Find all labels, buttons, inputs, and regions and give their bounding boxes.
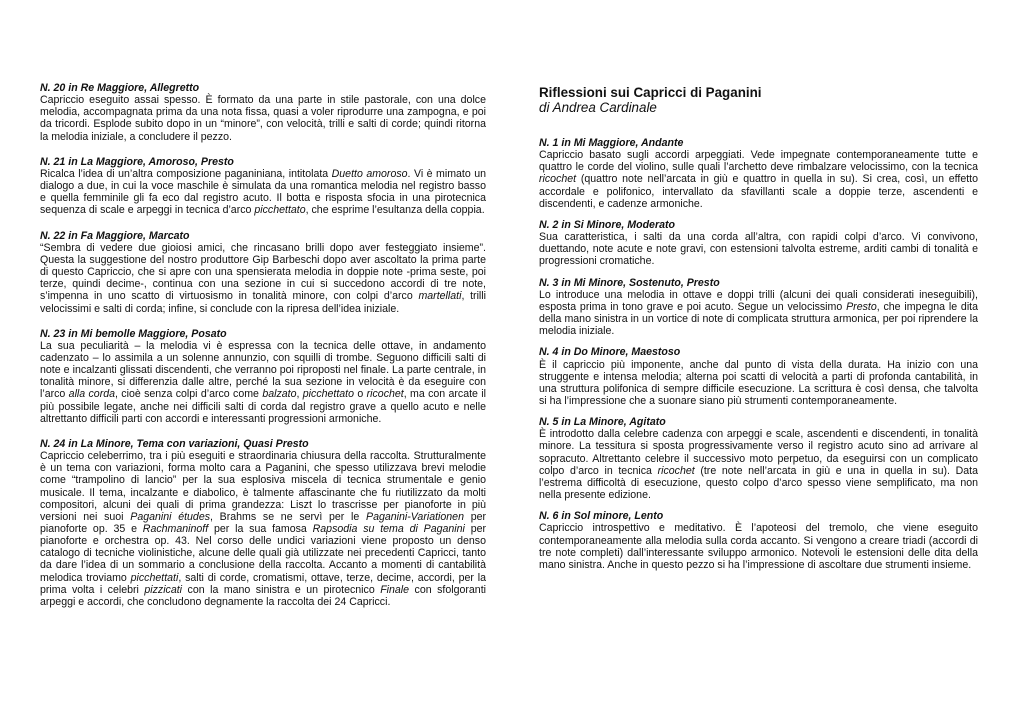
section-text: “Sembra di vedere due gioiosi amici, che rincasano brilli dopo aver festeggiato insieme”. Questa la suggestione del nostro produttore Gip Barbeschi dopo aver ascoltato la prima parte di questo Capriccio, che si apre con una spensierata melodia in doppie note -prima seste, poi terze, quindi decime-, continua con una sezione in cui si succedono accordi di tre note, s’impenna in uno scatto di virtuosismo in tonalità minore, con colpi d’arco martellati, trilli velocissimi e salti di corda; infine, si conclude con la ripresa dell’idea iniziale.	[40, 241, 486, 315]
section-text: Lo introduce una melodia in ottave e doppi trilli (alcuni dei quali considerati ineseguibili), esposta prima in tono grave e poi acuto. Segue un velocissimo Presto, che impegna le dita della mano sinistra in un vortice di note di complicata struttura armonica, per poi riprendere la melodia iniziale.	[539, 288, 979, 338]
left-column	[40, 82, 486, 621]
section-capriccio-4	[539, 346, 978, 407]
section-heading: N. 20 in Re Maggiore, Allegretto	[40, 82, 200, 94]
section-heading: N. 22 in Fa Maggiore, Marcato	[40, 229, 190, 242]
section-text: Capriccio eseguito assai spesso. È formato da una parte in stile pastorale, con una dolce melodia, accompagnata prima da una nota fissa, quasi a voler riprodurre una zampogna, e poi da tricordi. Esplode subito dopo in un “minore”, con velocità, trilli e salti di corde; quindi ritorna la melodia iniziale, a concludere il pezzo.	[40, 94, 486, 143]
section-text: Capriccio basato sugli accordi arpeggiati. Vede impegnate contemporaneamente tutte e quattro le corde del violino, sulle quali l’archetto deve rimbalzare velocissimo, con la tecnica ricochet (quattro note nell’arcata in giù e quattro in quella in su). Si crea, così, un effetto accordale e polifonico, intervallato da sfavillanti scale a doppie terze, ascendenti e discendenti, e cadenze armoniche.	[539, 149, 978, 210]
section-capriccio-21	[40, 156, 486, 217]
section-heading: N. 24 in La Minore, Tema con variazioni, Quasi Presto	[40, 437, 309, 450]
section-capriccio-23	[40, 328, 486, 425]
section-heading: N. 21 in La Maggiore, Amoroso, Presto	[40, 155, 234, 168]
section-capriccio-22	[40, 230, 486, 315]
section-heading: N. 5 in La Minore, Agitato	[539, 416, 666, 429]
section-text: Capriccio celeberrimo, tra i più eseguiti e straordinaria chiusura della raccolta. Strutturalmente è un tema con variazioni, forma molto cara a Paganini, che spesso utilizzava brevi melodie come “trampolino di lancio” per la sua esplosiva miscela di tecnica strumentale e genio musicale. Il tema, incalzante e diabolico, è talmente affascinante che fu riutilizzato da molti compositori, alcuni dei quali di prima grandezza: Liszt lo trascrisse per pianoforte in più versioni nei suoi Paganini études, Brahms se ne servì per le Paganini-Variationen per pianoforte op. 35 e Rachmaninoff per la sua famosa Rapsodia su tema di Paganini per pianoforte e orchestra op. 43. Nel corso delle undici variazioni viene proposto un denso catalogo di tecniche violinistiche, alcune delle quali già utilizzate nei precedenti Capricci, tanto da dare l’idea di un sommario a conclusione della raccolta. Accanto a momenti di cantabilità melodica troviamo picchettati, salti di corde, cromatismi, ottave, terze, decime, accordi, per la prima volta i celebri pizzicati con la mano sinistra e un pirotecnico Finale con sfolgoranti arpeggi e accordi, che concludono degnamente la raccolta dei 24 Capricci.	[40, 450, 487, 608]
section-heading: N. 6 in Sol minore, Lento	[539, 510, 664, 523]
section-capriccio-2	[539, 219, 978, 268]
section-text: Sua caratteristica, i salti da una corda all’altra, con rapidi colpi d’arco. Vi convivono, duettando, note acute e note gravi, con estensioni talvolta estreme, arditi cambi di tonalità e progressioni cromatiche.	[539, 231, 978, 268]
section-heading: N. 23 in Mi bemolle Maggiore, Posato	[40, 327, 227, 340]
section-heading: N. 4 in Do Minore, Maestoso	[539, 346, 681, 359]
section-text: Ricalca l’idea di un’altra composizione paganiniana, intitolata Duetto amoroso. Vi è mimato un dialogo a due, in cui la voce maschile è simulata da una romantica melodia nel registro basso e quella femminile gli fa eco dal registro acuto. Il botta e risposta sfocia in una pirotecnica sequenza di scale e arpeggi in tecnica d’arco picchettato, che esprime l’esultanza della coppia.	[40, 167, 486, 217]
section-capriccio-5	[539, 416, 978, 501]
page-title: Riflessioni sui Capricci di Paganini	[539, 85, 762, 100]
section-heading: N. 3 in Mi Minore, Sostenuto, Presto	[539, 276, 720, 289]
section-capriccio-24	[40, 438, 486, 608]
section-text: È il capriccio più imponente, anche dal punto di vista della durata. Ha inizio con una struggente e intensa melodia; alterna poi scatti di velocità a parti di profonda cantabilità, in una struttura polifonica di sempre difficile esecuzione. La scrittura è così densa, che talvolta si ha l’impressione che a suonare siano più strumenti contemporaneamente.	[539, 358, 978, 407]
section-text: È introdotto dalla celebre cadenza con arpeggi e scale, ascendenti e discendenti, in tonalità minore. La tessitura si sposta progressivamente verso il registro acuto sino ad arrivare al sopracuto. Altrettanto celebre il successivo moto perpetuo, da eseguirsi con un complicato colpo d’arco in tecnica ricochet (tre note nell’arcata in giù e una in quella in su). Data l’estrema difficoltà di esecuzione, questo colpo d’arco spesso viene semplificato, ma non nella presente edizione.	[539, 428, 979, 502]
section-heading: N. 1 in Mi Maggiore, Andante	[539, 137, 684, 149]
author-line: di Andrea Cardinale	[539, 100, 657, 115]
section-capriccio-3	[539, 277, 978, 338]
section-capriccio-20	[40, 82, 486, 143]
section-heading: N. 2 in Si Minore, Moderato	[539, 218, 675, 231]
section-capriccio-1	[539, 137, 978, 210]
section-text: Capriccio introspettivo e meditativo. È l’apoteosi del tremolo, che viene eseguito contemporaneamente alla melodia sulla corda accanto. Si vengono a creare triadi (accordi di tre note completi) dall’interessante sviluppo armonico. Notevoli le estensioni delle dita della mano sinistra. Anche in questo pezzo si ha l’impressione di ascoltare due strumenti insieme.	[539, 522, 978, 571]
section-text: La sua peculiarità – la melodia vi è espressa con la tecnica delle ottave, in andamento cadenzato – lo assimila a un solenne annunzio, con squilli di trombe. Seguono difficili salti di note e incalzanti glissati discendenti, che verranno poi riproposti nel finale. La parte centrale, in tonalità minore, si differenzia dalle altre, perché la sua sezione in velocità è da eseguire con l’arco alla corda, cioè senza colpi d’arco come balzato, picchettato o ricochet, ma con arcate il più possibile legate, anche nei difficili salti di corda dal registro grave a quello acuto e nelle altrettanto difficili parti con accordi e interessanti progressioni armoniche.	[40, 339, 487, 425]
section-capriccio-6	[539, 510, 978, 571]
right-column	[539, 82, 978, 580]
